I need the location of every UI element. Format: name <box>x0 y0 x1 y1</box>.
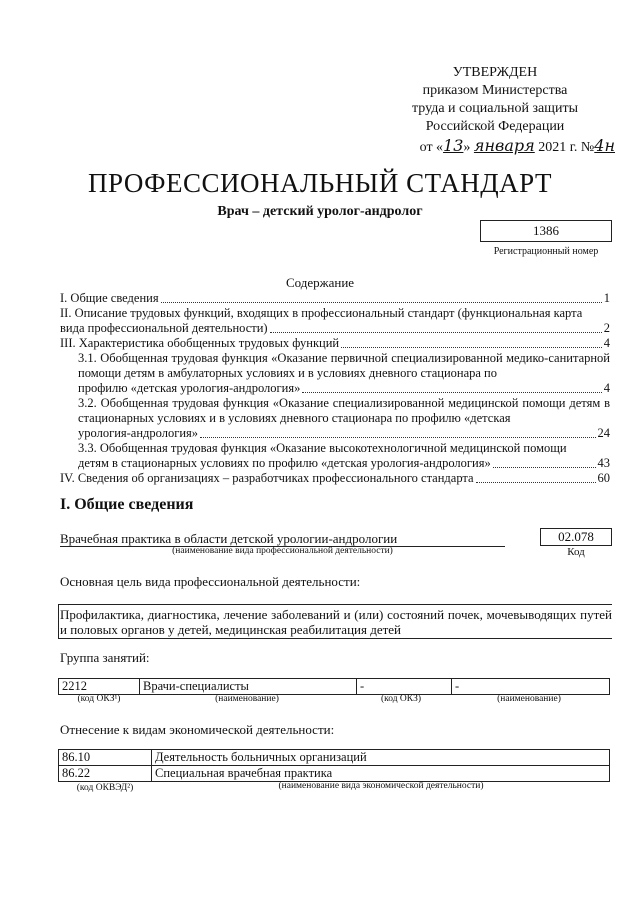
document-title: ПРОФЕССИОНАЛЬНЫЙ СТАНДАРТ <box>87 168 553 198</box>
toc-page: 4 <box>603 336 610 350</box>
group-code-2: - <box>357 679 452 695</box>
table-of-contents <box>60 291 610 486</box>
goal-label: Основная цель вида профессиональной деятельности: <box>60 574 361 589</box>
order-line <box>375 137 615 157</box>
toc-item[interactable]: 3.1. Обобщенная трудовая функция «Оказание первичной специализированной медико-санитарной помощи детям в амбулаторных условиях и в условиях дневного стационара по профилю «детская урология-андрология» 4 <box>78 351 610 395</box>
approved-label: УТВЕРЖДЕН <box>452 65 538 80</box>
econ-table <box>58 749 610 782</box>
activity-name: Врачебная практика в области детской урологии-андрологии <box>60 531 505 547</box>
toc-item[interactable]: III. Характеристика обобщенных трудовых функций 4 <box>60 336 610 350</box>
table-row <box>59 750 610 766</box>
toc-item[interactable]: 3.3. Обобщенная трудовая функция «Оказание высокотехнологичной медицинской помощи детям в стационарных условиях по профилю «детская урология-андрология» 43 <box>78 441 610 470</box>
group-name-2: - <box>452 679 610 695</box>
toc-item[interactable]: I. Общие сведения 1 <box>60 291 610 305</box>
group-label: Группа занятий: <box>60 650 150 665</box>
activity-caption: (наименование вида профессиональной деятельности) <box>172 546 393 556</box>
approval-line-3: Российской Федерации <box>425 119 565 134</box>
order-from: от « <box>419 140 444 155</box>
toc-page: 1 <box>603 291 610 305</box>
toc-page: 43 <box>597 456 610 470</box>
registration-label: Регистрационный номер <box>493 246 599 257</box>
econ-label: Отнесение к видам экономической деятельности: <box>60 722 335 737</box>
approval-line-1: приказом Министерства <box>422 83 568 98</box>
econ-name: Деятельность больничных организаций <box>152 750 610 766</box>
order-day: 13 <box>443 136 464 155</box>
toc-page: 60 <box>597 471 610 485</box>
order-year: 2021 г. № <box>538 140 595 155</box>
toc-page: 2 <box>603 321 610 335</box>
table-row <box>59 766 610 782</box>
group-caption-name2: (наименование) <box>497 694 561 704</box>
group-code-1: 2212 <box>59 679 140 695</box>
econ-caption-code: (код ОКВЭД²) <box>76 783 134 793</box>
toc-item[interactable]: II. Описание трудовых функций, входящих в профессиональный стандарт (функциональная карта вида профессиональной деятельности) 2 <box>60 306 610 335</box>
econ-name: Специальная врачебная практика <box>152 766 610 782</box>
group-caption-name1: (наименование) <box>215 694 279 704</box>
document-subtitle: Врач – детский уролог-андролог <box>217 204 423 219</box>
order-month: января <box>473 136 535 155</box>
toc-item[interactable]: IV. Сведения об организациях – разработчиках профессионального стандарта 60 <box>60 471 610 485</box>
toc-page: 24 <box>597 426 610 440</box>
approval-block <box>375 64 615 157</box>
econ-caption-name: (наименование вида экономической деятельности) <box>278 781 484 791</box>
approval-line-2: труда и социальной защиты <box>412 101 578 116</box>
group-table <box>58 678 610 695</box>
table-row <box>59 679 610 695</box>
goal-text: Профилактика, диагностика, лечение заболеваний и (или) состояний почек, мочевыводящих путей и половых органов у детей, медицинская реабилитация детей <box>58 604 612 639</box>
order-number: 4н <box>594 136 615 155</box>
group-caption-code1: (код ОКЗ¹) <box>77 694 121 704</box>
group-caption-code2: (код ОКЗ) <box>380 694 422 704</box>
toc-item[interactable]: 3.2. Обобщенная трудовая функция «Оказание специализированной медицинской помощи детям в стационарных условиях и в условиях дневного стационара по профилю «детская урология-андрология» 24 <box>78 396 610 440</box>
econ-code: 86.22 <box>59 766 152 782</box>
activity-code: 02.078 <box>540 528 612 546</box>
group-name-1: Врачи-специалисты <box>140 679 357 695</box>
section-heading: I. Общие сведения <box>60 496 194 513</box>
code-caption: Код <box>567 546 585 558</box>
econ-code: 86.10 <box>59 750 152 766</box>
toc-heading: Содержание <box>285 275 355 290</box>
order-close-quote: » <box>463 140 471 155</box>
registration-number: 1386 <box>480 220 612 242</box>
toc-page: 4 <box>603 381 610 395</box>
